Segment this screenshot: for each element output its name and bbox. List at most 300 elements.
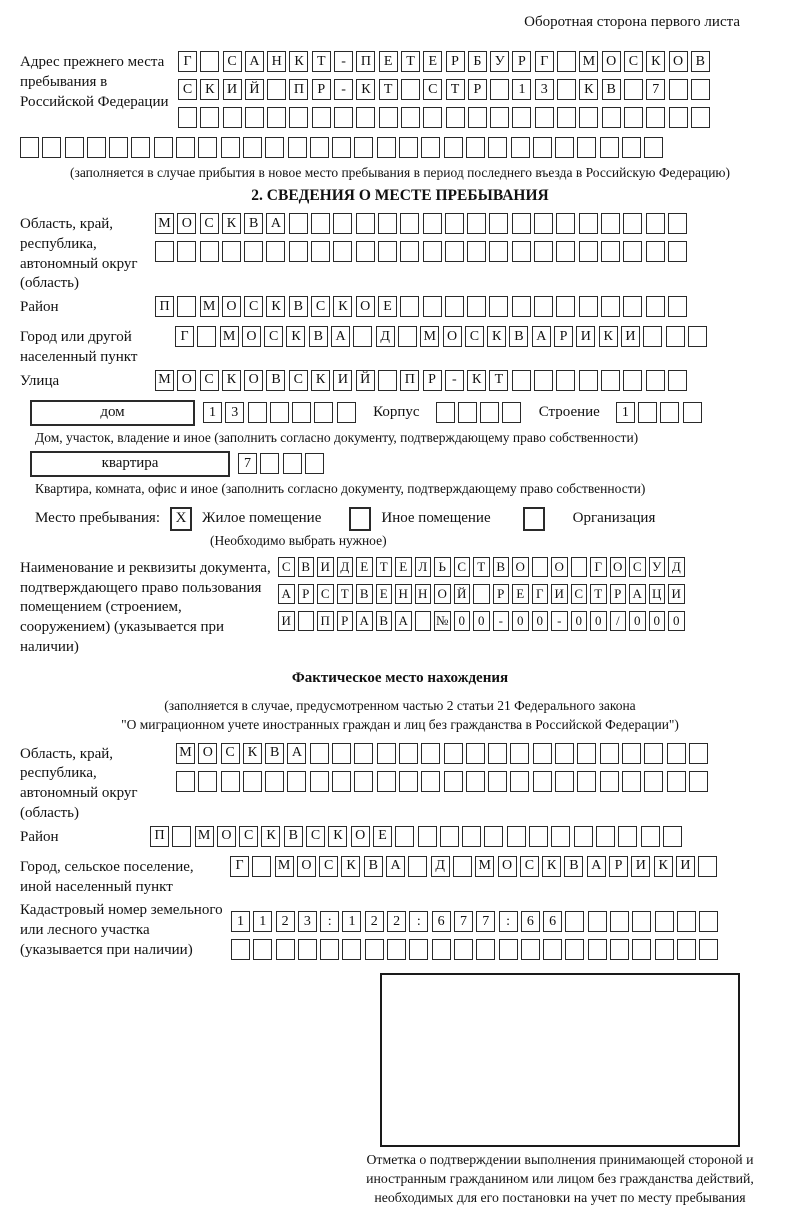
char-box[interactable] <box>353 326 372 347</box>
char-box[interactable]: : <box>499 911 518 932</box>
char-box[interactable] <box>577 137 596 158</box>
char-box[interactable] <box>342 939 361 960</box>
char-box[interactable]: А <box>266 213 285 234</box>
char-box[interactable] <box>332 743 351 764</box>
char-box[interactable]: К <box>579 79 598 100</box>
char-box[interactable]: У <box>490 51 509 72</box>
char-box[interactable] <box>534 370 553 391</box>
char-box[interactable] <box>512 296 531 317</box>
char-box[interactable] <box>512 370 531 391</box>
char-box[interactable]: Г <box>535 51 554 72</box>
char-box[interactable]: В <box>602 79 621 100</box>
char-box[interactable]: К <box>599 326 618 347</box>
char-box[interactable] <box>556 241 575 262</box>
char-box[interactable] <box>409 939 428 960</box>
char-box[interactable]: 7 <box>454 911 473 932</box>
char-box[interactable]: С <box>311 296 330 317</box>
char-box[interactable] <box>691 79 710 100</box>
char-box[interactable]: / <box>610 611 627 631</box>
char-box[interactable] <box>689 771 708 792</box>
char-box[interactable]: М <box>475 856 494 877</box>
char-box[interactable] <box>131 137 150 158</box>
char-box[interactable]: С <box>317 584 334 604</box>
char-box[interactable] <box>641 826 660 847</box>
char-box[interactable]: А <box>287 743 306 764</box>
char-box[interactable]: Т <box>376 557 393 577</box>
char-box[interactable]: Р <box>423 370 442 391</box>
char-box[interactable]: 1 <box>253 911 272 932</box>
char-box[interactable] <box>510 771 529 792</box>
char-box[interactable]: 0 <box>629 611 646 631</box>
char-box[interactable] <box>423 296 442 317</box>
char-box[interactable]: И <box>333 370 352 391</box>
char-box[interactable]: 0 <box>473 611 490 631</box>
char-box[interactable]: М <box>176 743 195 764</box>
char-box[interactable] <box>571 557 588 577</box>
char-box[interactable] <box>432 939 451 960</box>
char-box[interactable]: Д <box>668 557 685 577</box>
char-box[interactable] <box>529 826 548 847</box>
char-box[interactable]: Б <box>468 51 487 72</box>
char-box[interactable]: 1 <box>616 402 635 423</box>
char-box[interactable]: О <box>198 743 217 764</box>
char-box[interactable]: В <box>244 213 263 234</box>
char-box[interactable]: П <box>150 826 169 847</box>
char-box[interactable] <box>490 79 509 100</box>
char-box[interactable] <box>466 743 485 764</box>
char-box[interactable] <box>311 213 330 234</box>
char-box[interactable] <box>579 370 598 391</box>
char-box[interactable]: 7 <box>238 453 257 474</box>
char-box[interactable] <box>177 241 196 262</box>
char-box[interactable] <box>445 213 464 234</box>
char-box[interactable]: К <box>261 826 280 847</box>
char-box[interactable] <box>356 107 375 128</box>
char-box[interactable] <box>462 826 481 847</box>
char-box[interactable] <box>154 137 173 158</box>
char-box[interactable] <box>512 241 531 262</box>
char-box[interactable]: В <box>284 826 303 847</box>
char-box[interactable] <box>699 939 718 960</box>
char-box[interactable]: 0 <box>590 611 607 631</box>
char-box[interactable]: Г <box>230 856 249 877</box>
char-box[interactable] <box>533 771 552 792</box>
char-box[interactable] <box>356 241 375 262</box>
char-box[interactable]: К <box>200 79 219 100</box>
char-box[interactable] <box>440 826 459 847</box>
char-box[interactable] <box>666 326 685 347</box>
char-box[interactable]: С <box>465 326 484 347</box>
char-box[interactable] <box>333 241 352 262</box>
char-box[interactable]: К <box>542 856 561 877</box>
char-box[interactable]: П <box>400 370 419 391</box>
char-box[interactable]: 3 <box>298 911 317 932</box>
char-box[interactable]: К <box>289 51 308 72</box>
char-box[interactable]: 1 <box>203 402 222 423</box>
stay-type-checkbox-residential[interactable]: X <box>170 507 192 531</box>
char-box[interactable]: В <box>691 51 710 72</box>
char-box[interactable]: М <box>420 326 439 347</box>
char-box[interactable] <box>310 137 329 158</box>
char-box[interactable] <box>610 911 629 932</box>
char-box[interactable] <box>600 137 619 158</box>
char-box[interactable] <box>618 826 637 847</box>
char-box[interactable] <box>466 137 485 158</box>
char-box[interactable] <box>260 453 279 474</box>
char-box[interactable]: С <box>221 743 240 764</box>
char-box[interactable] <box>466 771 485 792</box>
char-box[interactable] <box>266 241 285 262</box>
char-box[interactable]: М <box>275 856 294 877</box>
char-box[interactable]: К <box>356 79 375 100</box>
char-box[interactable] <box>646 213 665 234</box>
char-box[interactable] <box>399 771 418 792</box>
char-box[interactable] <box>588 939 607 960</box>
char-box[interactable] <box>668 370 687 391</box>
char-box[interactable]: Р <box>610 584 627 604</box>
char-box[interactable]: К <box>222 370 241 391</box>
char-box[interactable] <box>624 79 643 100</box>
char-box[interactable] <box>490 107 509 128</box>
char-box[interactable]: Т <box>489 370 508 391</box>
char-box[interactable]: 0 <box>571 611 588 631</box>
char-box[interactable]: Р <box>446 51 465 72</box>
char-box[interactable] <box>557 51 576 72</box>
char-box[interactable] <box>683 402 702 423</box>
char-box[interactable] <box>644 771 663 792</box>
char-box[interactable]: О <box>443 326 462 347</box>
char-box[interactable] <box>222 241 241 262</box>
char-box[interactable] <box>660 402 679 423</box>
char-box[interactable] <box>669 107 688 128</box>
char-box[interactable] <box>488 771 507 792</box>
char-box[interactable]: С <box>629 557 646 577</box>
char-box[interactable] <box>534 296 553 317</box>
char-box[interactable] <box>601 296 620 317</box>
char-box[interactable] <box>200 107 219 128</box>
char-box[interactable]: В <box>309 326 328 347</box>
char-box[interactable] <box>198 771 217 792</box>
char-box[interactable] <box>248 402 267 423</box>
stay-type-checkbox-organization[interactable] <box>523 507 545 531</box>
char-box[interactable]: 1 <box>512 79 531 100</box>
char-box[interactable] <box>354 137 373 158</box>
char-box[interactable]: И <box>631 856 650 877</box>
char-box[interactable]: 6 <box>521 911 540 932</box>
char-box[interactable] <box>398 326 417 347</box>
char-box[interactable]: М <box>579 51 598 72</box>
char-box[interactable]: О <box>217 826 236 847</box>
char-box[interactable] <box>310 743 329 764</box>
char-box[interactable] <box>543 939 562 960</box>
char-box[interactable] <box>623 296 642 317</box>
char-box[interactable]: Е <box>379 51 398 72</box>
char-box[interactable] <box>532 557 549 577</box>
char-box[interactable]: С <box>244 296 263 317</box>
char-box[interactable] <box>467 241 486 262</box>
char-box[interactable]: В <box>376 611 393 631</box>
char-box[interactable] <box>511 137 530 158</box>
char-box[interactable] <box>668 296 687 317</box>
char-box[interactable] <box>521 939 540 960</box>
char-box[interactable] <box>377 137 396 158</box>
char-box[interactable]: Р <box>468 79 487 100</box>
char-box[interactable]: М <box>155 370 174 391</box>
char-box[interactable] <box>499 939 518 960</box>
char-box[interactable]: О <box>222 296 241 317</box>
char-box[interactable]: Р <box>512 51 531 72</box>
char-box[interactable]: А <box>278 584 295 604</box>
char-box[interactable]: С <box>520 856 539 877</box>
char-box[interactable] <box>453 856 472 877</box>
char-box[interactable]: К <box>487 326 506 347</box>
char-box[interactable] <box>623 213 642 234</box>
char-box[interactable] <box>421 743 440 764</box>
char-box[interactable]: 6 <box>432 911 451 932</box>
char-box[interactable] <box>65 137 84 158</box>
char-box[interactable]: С <box>306 826 325 847</box>
char-box[interactable]: 0 <box>532 611 549 631</box>
char-box[interactable]: В <box>564 856 583 877</box>
char-box[interactable] <box>288 137 307 158</box>
char-box[interactable] <box>588 911 607 932</box>
char-box[interactable]: К <box>646 51 665 72</box>
char-box[interactable]: В <box>356 584 373 604</box>
char-box[interactable]: Й <box>454 584 471 604</box>
char-box[interactable]: 7 <box>476 911 495 932</box>
char-box[interactable] <box>197 326 216 347</box>
char-box[interactable]: Т <box>446 79 465 100</box>
char-box[interactable]: О <box>551 557 568 577</box>
char-box[interactable]: 6 <box>543 911 562 932</box>
char-box[interactable] <box>109 137 128 158</box>
char-box[interactable] <box>176 137 195 158</box>
char-box[interactable] <box>395 826 414 847</box>
char-box[interactable] <box>623 370 642 391</box>
char-box[interactable] <box>177 296 196 317</box>
char-box[interactable] <box>178 107 197 128</box>
char-box[interactable]: А <box>245 51 264 72</box>
char-box[interactable]: К <box>341 856 360 877</box>
char-box[interactable]: К <box>328 826 347 847</box>
char-box[interactable] <box>378 213 397 234</box>
char-box[interactable]: : <box>320 911 339 932</box>
char-box[interactable] <box>510 743 529 764</box>
char-box[interactable] <box>489 213 508 234</box>
char-box[interactable] <box>270 402 289 423</box>
char-box[interactable] <box>533 137 552 158</box>
char-box[interactable] <box>292 402 311 423</box>
char-box[interactable] <box>512 107 531 128</box>
char-box[interactable] <box>312 107 331 128</box>
char-box[interactable]: И <box>621 326 640 347</box>
char-box[interactable] <box>221 771 240 792</box>
char-box[interactable]: Г <box>175 326 194 347</box>
char-box[interactable]: С <box>278 557 295 577</box>
char-box[interactable] <box>602 107 621 128</box>
char-box[interactable] <box>698 856 717 877</box>
char-box[interactable] <box>421 771 440 792</box>
char-box[interactable]: 0 <box>668 611 685 631</box>
char-box[interactable]: К <box>654 856 673 877</box>
char-box[interactable] <box>400 213 419 234</box>
char-box[interactable]: О <box>244 370 263 391</box>
char-box[interactable]: Р <box>609 856 628 877</box>
char-box[interactable] <box>467 296 486 317</box>
char-box[interactable] <box>655 911 674 932</box>
char-box[interactable] <box>354 743 373 764</box>
char-box[interactable]: Е <box>373 826 392 847</box>
char-box[interactable]: П <box>289 79 308 100</box>
char-box[interactable]: О <box>498 856 517 877</box>
char-box[interactable] <box>155 241 174 262</box>
char-box[interactable]: Т <box>590 584 607 604</box>
char-box[interactable] <box>622 771 641 792</box>
char-box[interactable]: Й <box>245 79 264 100</box>
char-box[interactable]: С <box>223 51 242 72</box>
char-box[interactable] <box>20 137 39 158</box>
char-box[interactable]: Ь <box>434 557 451 577</box>
char-box[interactable]: В <box>298 557 315 577</box>
char-box[interactable] <box>445 296 464 317</box>
char-box[interactable] <box>663 826 682 847</box>
char-box[interactable] <box>287 771 306 792</box>
char-box[interactable]: Е <box>376 584 393 604</box>
char-box[interactable] <box>87 137 106 158</box>
char-box[interactable] <box>454 939 473 960</box>
char-box[interactable] <box>556 296 575 317</box>
char-box[interactable] <box>577 771 596 792</box>
char-box[interactable]: И <box>317 557 334 577</box>
char-box[interactable]: О <box>610 557 627 577</box>
char-box[interactable] <box>332 137 351 158</box>
char-box[interactable]: И <box>676 856 695 877</box>
char-box[interactable] <box>502 402 521 423</box>
char-box[interactable]: С <box>423 79 442 100</box>
char-box[interactable] <box>379 107 398 128</box>
char-box[interactable]: Е <box>423 51 442 72</box>
char-box[interactable]: Ц <box>649 584 666 604</box>
char-box[interactable] <box>176 771 195 792</box>
char-box[interactable]: И <box>668 584 685 604</box>
char-box[interactable] <box>512 213 531 234</box>
char-box[interactable] <box>436 402 455 423</box>
char-box[interactable] <box>320 939 339 960</box>
char-box[interactable] <box>223 107 242 128</box>
char-box[interactable]: 2 <box>276 911 295 932</box>
char-box[interactable]: К <box>286 326 305 347</box>
char-box[interactable]: Т <box>473 557 490 577</box>
char-box[interactable]: И <box>278 611 295 631</box>
char-box[interactable]: Е <box>395 557 412 577</box>
char-box[interactable]: В <box>266 370 285 391</box>
char-box[interactable] <box>198 137 217 158</box>
char-box[interactable]: Р <box>312 79 331 100</box>
char-box[interactable]: 7 <box>646 79 665 100</box>
char-box[interactable]: - <box>334 79 353 100</box>
char-box[interactable]: Г <box>532 584 549 604</box>
char-box[interactable] <box>245 107 264 128</box>
char-box[interactable]: Е <box>512 584 529 604</box>
char-box[interactable] <box>243 771 262 792</box>
char-box[interactable]: В <box>289 296 308 317</box>
char-box[interactable] <box>473 584 490 604</box>
char-box[interactable] <box>354 771 373 792</box>
char-box[interactable] <box>557 79 576 100</box>
char-box[interactable]: С <box>178 79 197 100</box>
char-box[interactable] <box>689 743 708 764</box>
char-box[interactable] <box>556 213 575 234</box>
char-box[interactable]: 0 <box>649 611 666 631</box>
char-box[interactable] <box>444 771 463 792</box>
char-box[interactable] <box>265 137 284 158</box>
char-box[interactable] <box>458 402 477 423</box>
char-box[interactable]: Н <box>395 584 412 604</box>
char-box[interactable]: С <box>571 584 588 604</box>
char-box[interactable]: Р <box>337 611 354 631</box>
char-box[interactable] <box>298 939 317 960</box>
char-box[interactable] <box>267 107 286 128</box>
char-box[interactable] <box>253 939 272 960</box>
char-box[interactable]: А <box>356 611 373 631</box>
char-box[interactable] <box>624 107 643 128</box>
char-box[interactable] <box>289 213 308 234</box>
char-box[interactable]: 0 <box>512 611 529 631</box>
char-box[interactable] <box>444 137 463 158</box>
char-box[interactable]: № <box>434 611 451 631</box>
char-box[interactable]: О <box>602 51 621 72</box>
char-box[interactable] <box>622 137 641 158</box>
char-box[interactable]: И <box>551 584 568 604</box>
char-box[interactable] <box>314 402 333 423</box>
char-box[interactable] <box>489 296 508 317</box>
char-box[interactable]: О <box>297 856 316 877</box>
char-box[interactable]: Т <box>379 79 398 100</box>
char-box[interactable]: Н <box>267 51 286 72</box>
char-box[interactable]: К <box>243 743 262 764</box>
char-box[interactable] <box>401 107 420 128</box>
char-box[interactable] <box>244 241 263 262</box>
char-box[interactable]: О <box>177 370 196 391</box>
char-box[interactable]: М <box>195 826 214 847</box>
char-box[interactable] <box>378 241 397 262</box>
char-box[interactable] <box>231 939 250 960</box>
char-box[interactable] <box>446 107 465 128</box>
char-box[interactable] <box>377 743 396 764</box>
char-box[interactable] <box>489 241 508 262</box>
char-box[interactable]: В <box>509 326 528 347</box>
char-box[interactable] <box>172 826 191 847</box>
char-box[interactable]: О <box>356 296 375 317</box>
char-box[interactable] <box>555 137 574 158</box>
char-box[interactable]: 1 <box>342 911 361 932</box>
char-box[interactable]: К <box>222 213 241 234</box>
char-box[interactable]: Л <box>415 557 432 577</box>
char-box[interactable]: А <box>386 856 405 877</box>
char-box[interactable] <box>356 213 375 234</box>
char-box[interactable] <box>691 107 710 128</box>
char-box[interactable] <box>408 856 427 877</box>
char-box[interactable]: В <box>493 557 510 577</box>
char-box[interactable]: 3 <box>535 79 554 100</box>
char-box[interactable] <box>507 826 526 847</box>
char-box[interactable] <box>668 213 687 234</box>
char-box[interactable] <box>476 939 495 960</box>
char-box[interactable] <box>305 453 324 474</box>
char-box[interactable] <box>289 107 308 128</box>
char-box[interactable]: С <box>239 826 258 847</box>
char-box[interactable] <box>677 911 696 932</box>
